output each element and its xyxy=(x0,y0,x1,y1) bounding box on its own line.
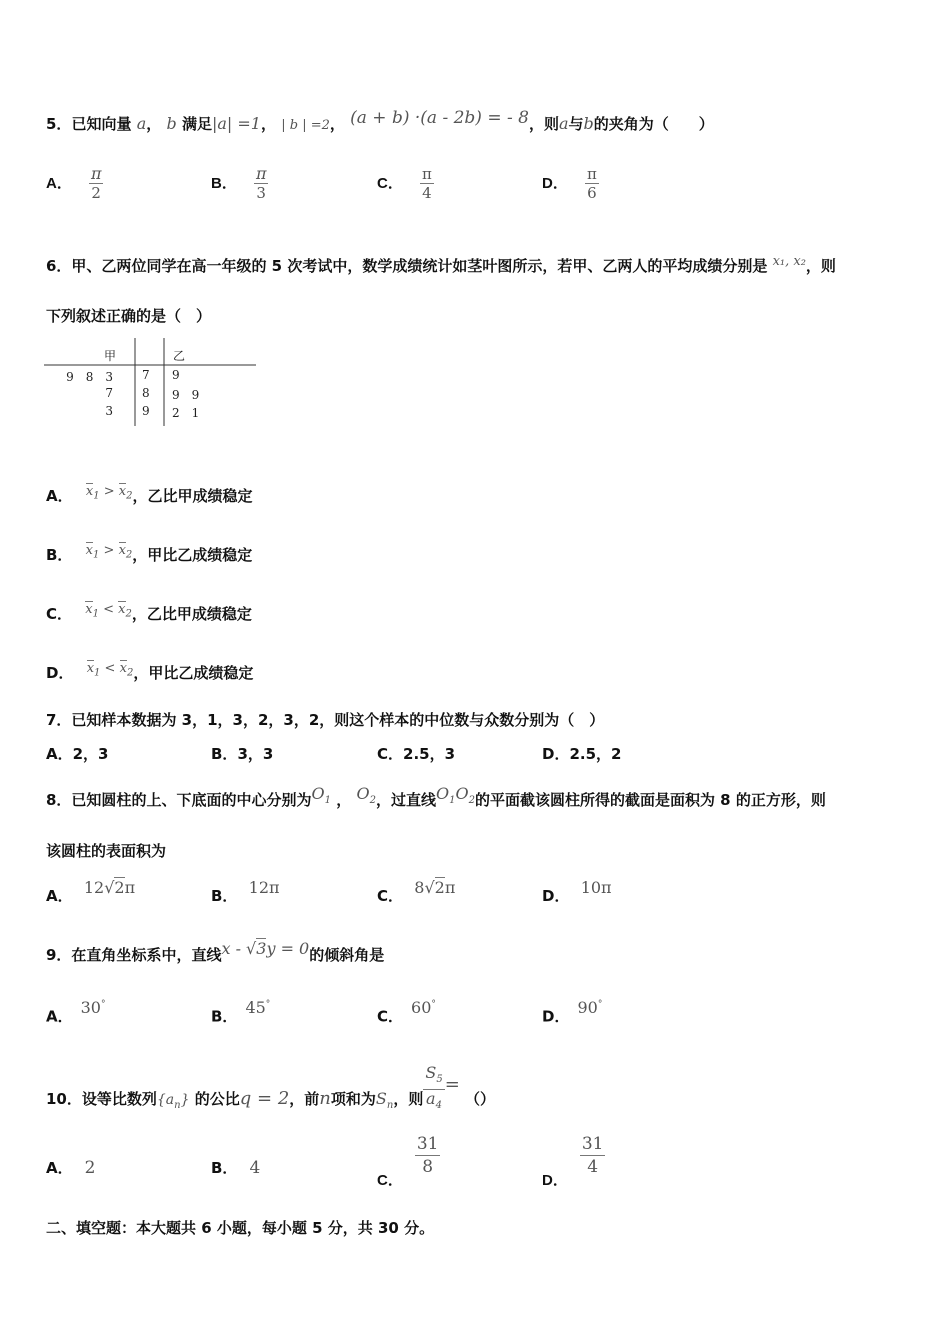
equals-sign: = xyxy=(444,1074,460,1096)
option-label: A． xyxy=(46,1159,73,1177)
option-value: 12π xyxy=(248,878,280,897)
q5-option-a[interactable] xyxy=(46,165,103,202)
table-header-right: 乙 xyxy=(173,349,186,363)
fraction xyxy=(420,165,434,202)
option-text: 2.5，2 xyxy=(569,745,622,763)
option-label: B． xyxy=(46,546,73,564)
option-label: C． xyxy=(377,1007,404,1026)
stem-row-3: 9 xyxy=(142,404,150,418)
eq-root: 3 xyxy=(256,939,267,958)
line-o1-sub: 1 xyxy=(449,795,456,807)
option-label: B． xyxy=(211,1007,238,1026)
fraction-den: 3 xyxy=(256,184,266,202)
option-label: C． xyxy=(377,887,404,905)
point-o2-sub: 2 xyxy=(369,795,376,807)
fraction-den: 8 xyxy=(422,1157,434,1177)
fraction-num: 31 xyxy=(581,1134,604,1154)
line-o2-sub: 2 xyxy=(468,795,475,807)
value-pre: 12 xyxy=(83,878,105,897)
fraction xyxy=(415,1133,441,1178)
leaf-left-row-1: 9 8 3 xyxy=(66,370,113,384)
relation: < xyxy=(103,602,115,617)
q9-option-c[interactable] xyxy=(377,998,436,1026)
line-equation: x - √3y = 0 xyxy=(221,939,310,958)
q10-text-3: ，前 xyxy=(289,1090,320,1109)
angle-value: 60° xyxy=(411,998,436,1018)
var-n: n xyxy=(319,1088,331,1110)
leaf-right-row-1: 9 xyxy=(172,368,180,382)
fraction-s5-a4 xyxy=(423,1064,444,1115)
q8-stem-line-2: 该圆柱的表面积为 xyxy=(46,842,167,860)
relation: > xyxy=(103,484,115,499)
frac-num-sub: 5 xyxy=(436,1074,443,1086)
option-text: ，甲比乙成绩稳定 xyxy=(133,664,254,682)
q9-option-b[interactable] xyxy=(211,998,271,1026)
option-label: C． xyxy=(377,1172,403,1189)
q5-text-2: 满足 xyxy=(181,115,212,133)
mean-comparison: $x_1 > x_2$ xyxy=(85,543,133,561)
option-value: 8√2π xyxy=(414,878,456,897)
q5-option-b[interactable] xyxy=(211,165,268,202)
option-label: A． xyxy=(46,1007,73,1026)
option-label: A． xyxy=(46,487,73,505)
stem-leaf-table xyxy=(44,338,256,428)
q8-option-a[interactable] xyxy=(46,878,136,906)
value-root: 2 xyxy=(434,878,445,897)
leaf-left-row-2: 7 xyxy=(105,386,113,400)
point-o1-letter: O xyxy=(311,784,325,803)
vector-a: a xyxy=(136,114,147,133)
q5-number: 5． xyxy=(46,115,72,133)
line-o1-letter: O xyxy=(435,784,450,803)
option-label: A． xyxy=(46,745,73,763)
q6-tail: ，则 xyxy=(805,257,836,275)
leaf-left-row-3: 3 xyxy=(105,404,113,418)
q7-stem: 7．已知样本数据为 3，1，3，2，3，2，则这个样本的中位数与众数分别为（ ） xyxy=(46,711,605,729)
q6-text-1: 6．甲、乙两位同学在高一年级的 5 次考试中，数学成绩统计如茎叶图所示，若甲、乙两人的平均成绩分别是 xyxy=(46,257,768,275)
frac-den-letter: a xyxy=(426,1089,436,1109)
angle-value: 30° xyxy=(80,998,106,1018)
point-o1-sub: 1 xyxy=(324,795,331,807)
fraction-den: 4 xyxy=(587,1157,599,1177)
stem-row-2: 8 xyxy=(142,386,150,400)
q8-option-d[interactable] xyxy=(542,878,612,906)
fraction-num: π xyxy=(586,165,597,183)
angle-number: 30 xyxy=(80,998,101,1018)
option-value: 4 xyxy=(249,1158,261,1178)
fraction xyxy=(580,1133,606,1178)
q8-stem-line-1 xyxy=(46,784,826,817)
q5-option-d[interactable] xyxy=(542,165,599,202)
q5-cond-2: | b | =2 xyxy=(281,118,330,133)
fraction xyxy=(254,165,269,202)
table-header-left: 甲 xyxy=(104,349,117,363)
line-o1o2 xyxy=(435,784,475,807)
q5-text-1: 已知向量 xyxy=(71,115,132,133)
option-label: D． xyxy=(542,887,570,905)
q10-text-1: 10．设等比数列 xyxy=(46,1090,157,1109)
option-label: D． xyxy=(542,1172,568,1189)
section-2-heading: 二、填空题：本大题共 6 小题，每小题 5 分，共 30 分。 xyxy=(46,1219,435,1237)
fraction-den: 2 xyxy=(91,184,101,202)
angle-value: 90° xyxy=(577,998,603,1018)
q6-option-d[interactable] xyxy=(46,663,253,690)
q5-stem xyxy=(46,108,714,136)
fraction xyxy=(89,165,104,202)
q10-stem xyxy=(46,1063,496,1125)
option-value: 10π xyxy=(580,878,612,897)
point-o2-letter: O xyxy=(356,784,370,803)
fraction xyxy=(585,165,599,202)
fraction-den: 4 xyxy=(422,184,432,202)
q10-text-6: （） xyxy=(465,1090,496,1109)
fraction-num: π xyxy=(90,164,102,183)
q6-means: x₁, x₂ xyxy=(772,254,806,269)
q5-sep-2: ， xyxy=(260,115,276,133)
fraction-den xyxy=(424,1090,444,1115)
q5-text-4: 与 xyxy=(568,115,584,133)
seq-letter: a xyxy=(165,1092,175,1109)
mean-comparison: $x_1 < x_2$ xyxy=(85,602,132,620)
q9-text-2: 的倾斜角是 xyxy=(309,946,385,964)
q5-text-5: 的夹角为（ ） xyxy=(593,115,714,133)
angle-number: 60 xyxy=(411,998,432,1018)
sum-letter: S xyxy=(375,1089,387,1109)
option-label: D． xyxy=(542,745,570,763)
eq-x: x - xyxy=(221,939,241,958)
option-label: C． xyxy=(46,605,73,623)
q5-cond-3: (a + b) ·(a - 2b) = - 8 xyxy=(350,108,529,128)
q9-text-1: 9．在直角坐标系中，直线 xyxy=(46,946,222,964)
option-label: A． xyxy=(46,887,73,905)
q10-option-c[interactable] xyxy=(377,1133,440,1189)
sequence-an: $\{a_n\}$ xyxy=(156,1092,190,1111)
seq-sub: n xyxy=(174,1099,181,1111)
q10-text-4: 项和为 xyxy=(330,1090,376,1109)
q5-sep-3: ， xyxy=(329,115,345,133)
q8-text-3: 的平面截该圆柱所得的截面是面积为 8 的正方形，则 xyxy=(474,791,826,809)
ratio-q: q = 2 xyxy=(239,1088,290,1110)
q9-stem xyxy=(46,939,385,965)
relation: < xyxy=(104,661,116,676)
option-label: B． xyxy=(211,1159,238,1177)
q10-text-2: 的公比 xyxy=(194,1090,240,1109)
q7-option-c[interactable] xyxy=(377,744,455,764)
q8-sep: ， xyxy=(336,791,352,809)
q8-option-c[interactable] xyxy=(377,878,456,906)
leaf-right-row-2: 9 9 xyxy=(172,388,200,402)
q6-stem-line-2: 下列叙述正确的是（ ） xyxy=(46,307,212,325)
fraction-num: π xyxy=(421,165,432,183)
q10-option-d[interactable] xyxy=(542,1133,605,1189)
option-label: C． xyxy=(377,745,404,763)
q5-text-3: ，则 xyxy=(528,115,559,133)
value-post: π xyxy=(444,878,456,897)
option-text: ，乙比甲成绩稳定 xyxy=(131,605,252,623)
option-value: 12√2π xyxy=(83,878,136,897)
angle-number: 45 xyxy=(245,998,266,1018)
option-label: B． xyxy=(211,175,237,192)
q7-option-b[interactable] xyxy=(211,744,273,764)
option-text: ，乙比甲成绩稳定 xyxy=(132,487,253,505)
option-label: C． xyxy=(377,175,403,192)
point-o1 xyxy=(311,784,331,807)
q6-stem-line-1 xyxy=(46,256,836,278)
q8-text-1: 8．已知圆柱的上、下底面的中心分别为 xyxy=(46,791,312,809)
q6-option-c[interactable] xyxy=(46,604,252,631)
option-label: D． xyxy=(46,664,74,682)
option-label: D． xyxy=(542,1007,570,1026)
sum-sub: n xyxy=(386,1100,394,1112)
option-text: 2，3 xyxy=(72,745,109,763)
fraction-num: 31 xyxy=(416,1134,439,1154)
mean-comparison: $x_1 < x_2$ xyxy=(86,661,134,679)
q5-cond-1: |a| =1 xyxy=(211,114,261,133)
q9-option-a[interactable] xyxy=(46,998,106,1026)
option-text: 2.5，3 xyxy=(403,745,456,763)
vector-b: b xyxy=(166,114,177,133)
option-label: B． xyxy=(211,745,238,763)
value-root: 2 xyxy=(114,878,125,897)
value-pre: 8 xyxy=(414,878,425,897)
value-post: π xyxy=(124,878,136,897)
line-o2-letter: O xyxy=(455,784,469,803)
option-label: D． xyxy=(542,175,568,192)
frac-den-sub: 4 xyxy=(435,1100,442,1112)
option-text: 3，3 xyxy=(237,745,274,763)
frac-num-letter: S xyxy=(425,1063,437,1082)
relation: > xyxy=(103,543,115,558)
q7-option-d[interactable] xyxy=(542,744,621,764)
angle-number: 90 xyxy=(577,998,598,1018)
q10-option-a[interactable] xyxy=(46,1158,95,1178)
q6-option-b[interactable] xyxy=(46,545,252,572)
q9-option-d[interactable] xyxy=(542,998,603,1026)
fraction-num xyxy=(423,1064,444,1090)
stem-row-1: 7 xyxy=(142,368,150,382)
fraction-den: 6 xyxy=(587,184,597,202)
option-text: ，甲比乙成绩稳定 xyxy=(132,546,253,564)
option-label: B． xyxy=(211,887,238,905)
fraction-num: π xyxy=(255,164,267,183)
q7-option-a[interactable] xyxy=(46,744,108,764)
q6-option-a[interactable] xyxy=(46,486,252,513)
sum-sn xyxy=(375,1089,394,1112)
option-value: 2 xyxy=(84,1158,96,1178)
leaf-right-row-3: 2 1 xyxy=(172,406,200,420)
q5-sep-1: ， xyxy=(146,115,162,133)
vector-a-2: a xyxy=(558,114,569,133)
angle-value: 45° xyxy=(245,998,271,1018)
q10-text-5: ，则 xyxy=(393,1090,424,1109)
point-o2 xyxy=(356,784,376,807)
vector-b-2: b xyxy=(583,114,594,133)
option-label: A． xyxy=(46,175,72,192)
mean-comparison: $x_1 > x_2$ xyxy=(85,484,133,502)
q10-option-b[interactable] xyxy=(211,1158,260,1178)
eq-rest: y = 0 xyxy=(266,939,310,958)
q5-option-c[interactable] xyxy=(377,165,434,202)
q8-text-2: ，过直线 xyxy=(375,791,436,809)
q8-option-b[interactable] xyxy=(211,878,280,906)
